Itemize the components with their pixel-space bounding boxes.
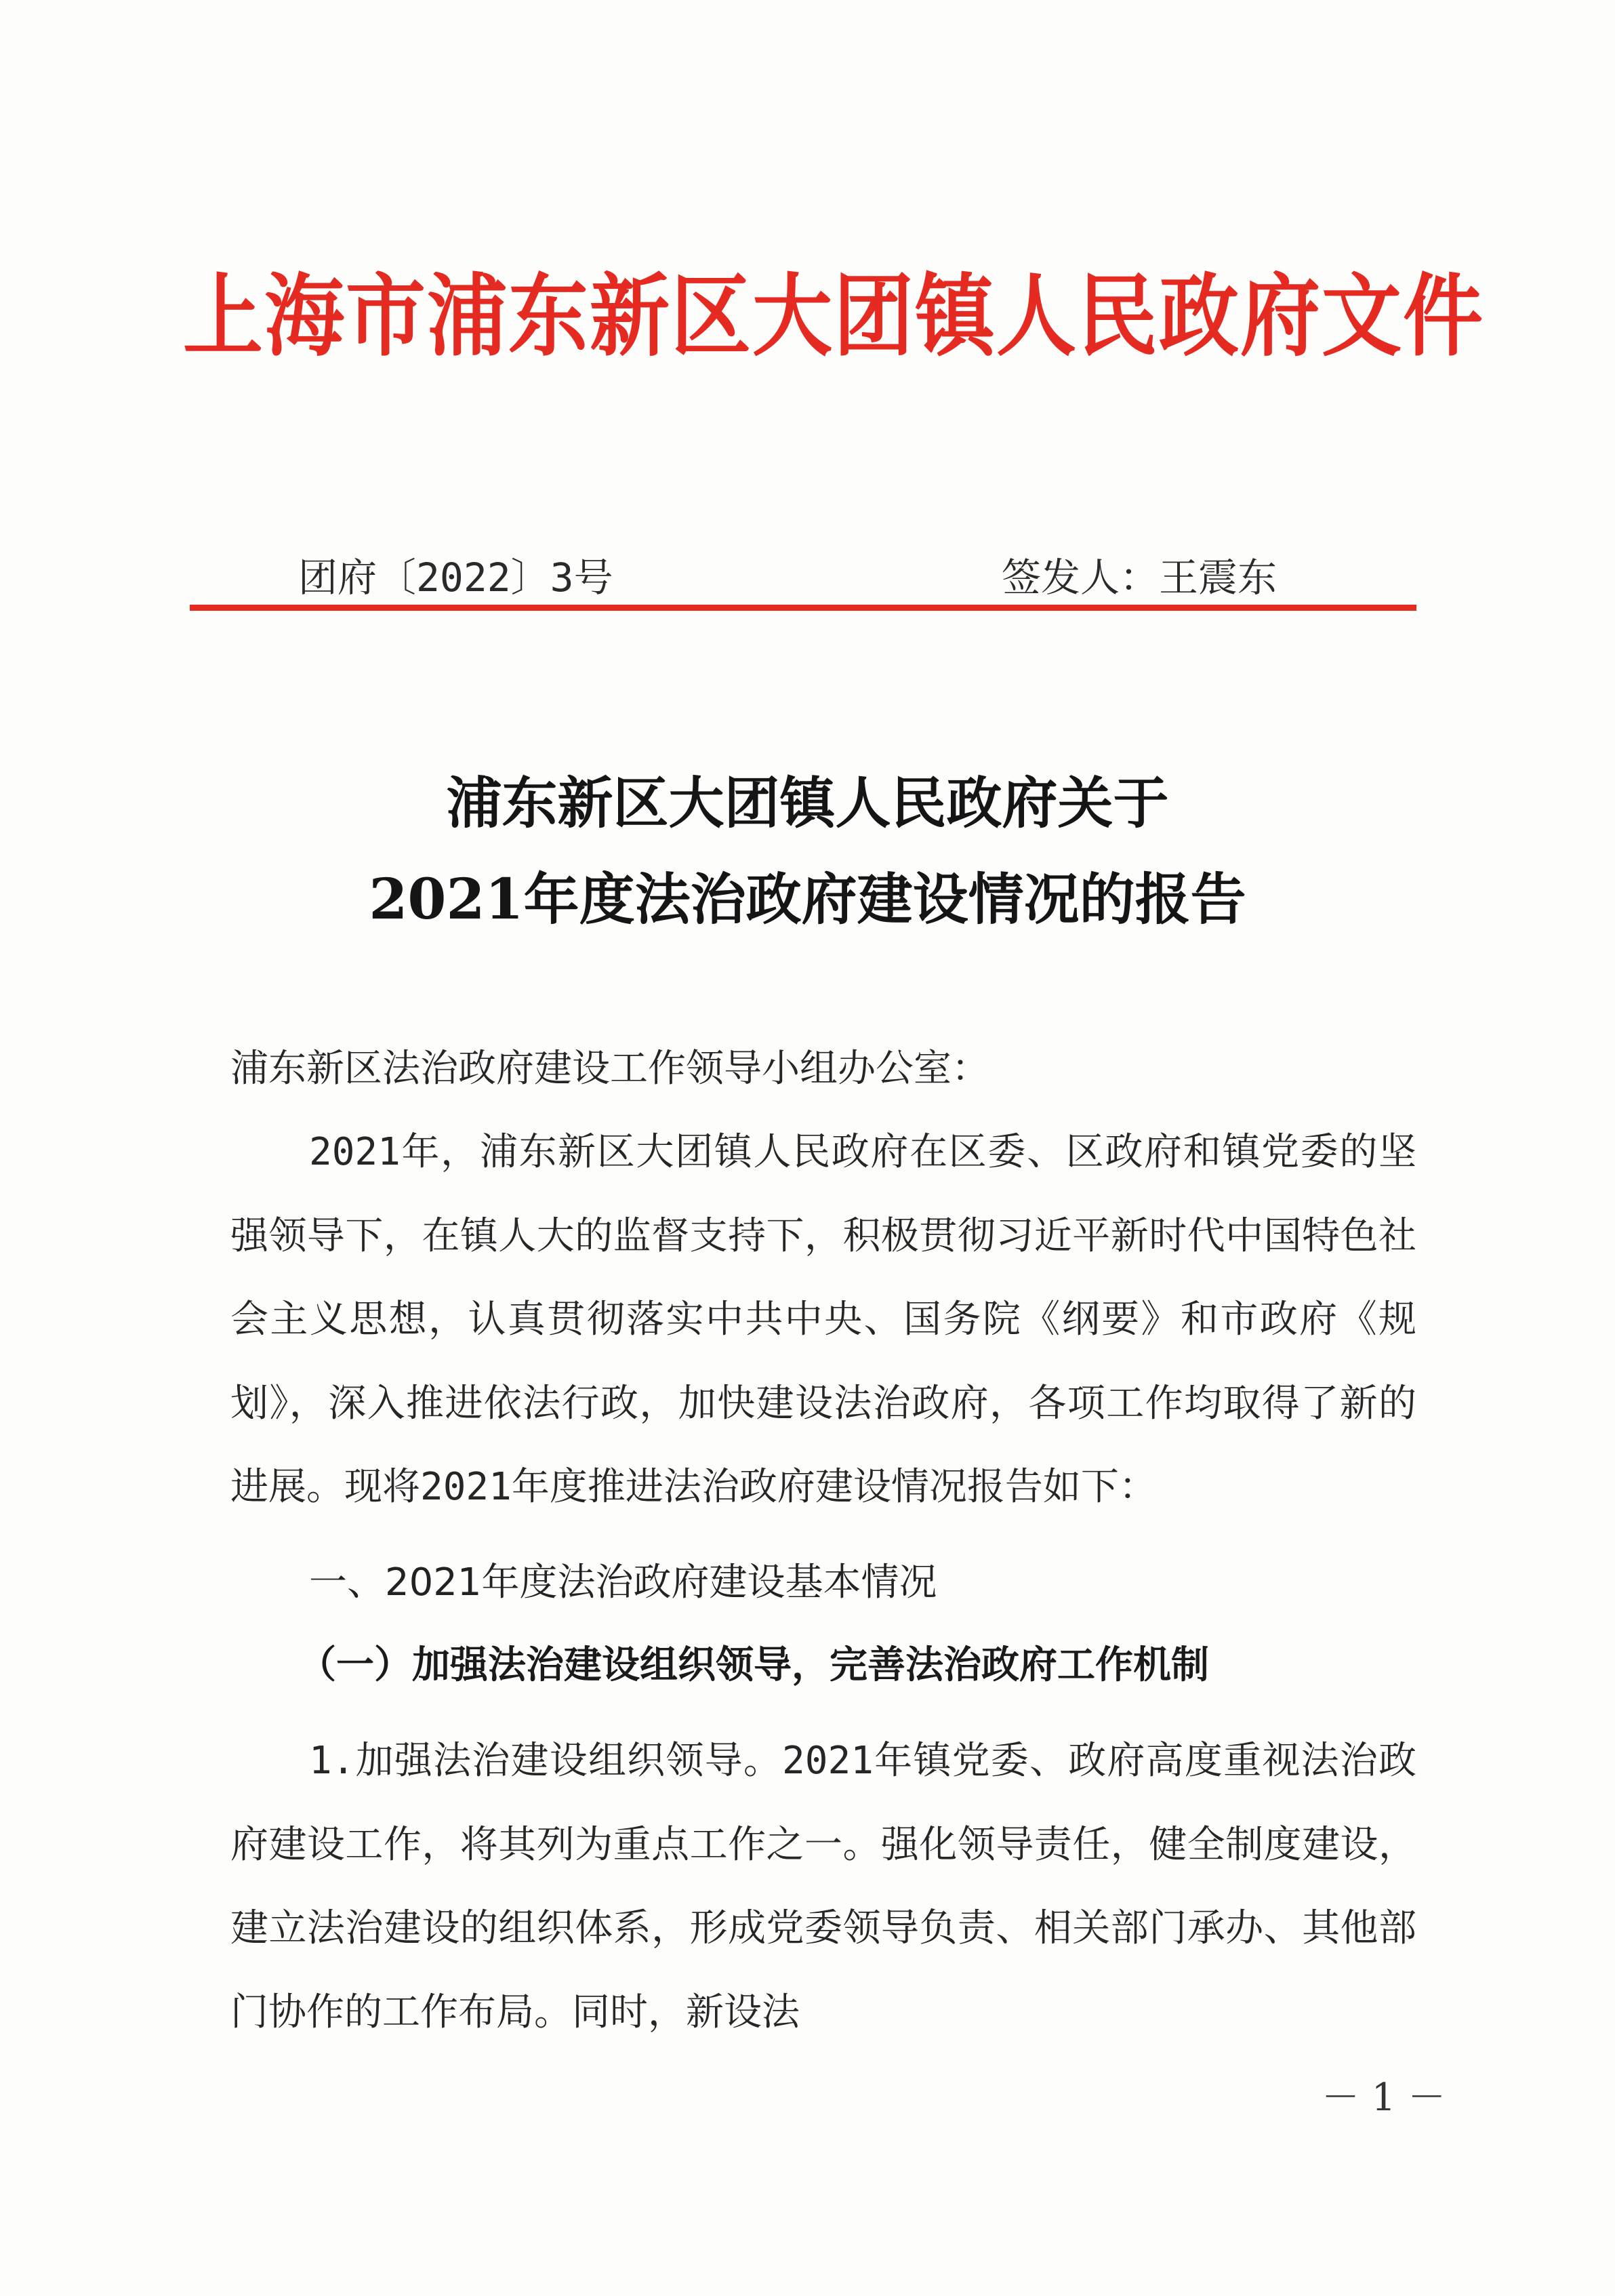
subsection-heading: （一）加强法治建设组织领导，完善法治政府工作机制 xyxy=(298,1643,1209,1687)
signer: 签发人：王震东 xyxy=(1002,555,1277,601)
page-number: － 1 － xyxy=(1322,2076,1446,2120)
document-number: 团府〔2022〕3号 xyxy=(298,555,613,601)
item-paragraph: 1.加强法治建设组织领导。2021年镇党委、政府高度重视法治政府建设工作，将其列为重点工作之一。强化领导责任，健全制度建设，建立法治建设的组织体系，形成党委领导负责、相关部门承办、其他部门协作的工作布局。同时，新设法 xyxy=(230,1739,1416,2034)
addressee: 浦东新区法治政府建设工作领导小组办公室： xyxy=(230,1047,989,1091)
section-heading: 一、2021年度法治政府建设基本情况 xyxy=(309,1560,937,1605)
report-title-line-2: 2021年度法治政府建设情况的报告 xyxy=(369,867,1246,932)
masthead-title: 上海市浦东新区大团镇人民政府文件 xyxy=(183,263,1485,369)
red-separator-line xyxy=(190,605,1416,611)
intro-paragraph: 2021年，浦东新区大团镇人民政府在区委、区政府和镇党委的坚强领导下，在镇人大的监督支持下，积极贯彻习近平新时代中国特色社会主义思想，认真贯彻落实中共中央、国务院《纲要》和市政府《规划》，深入推进依法行政，加快建设法治政府，各项工作均取得了新的进展。现将2021年度推进法治政府建设情况报告如下： xyxy=(230,1130,1416,1509)
report-title-line-1: 浦东新区大团镇人民政府关于 xyxy=(446,771,1169,836)
